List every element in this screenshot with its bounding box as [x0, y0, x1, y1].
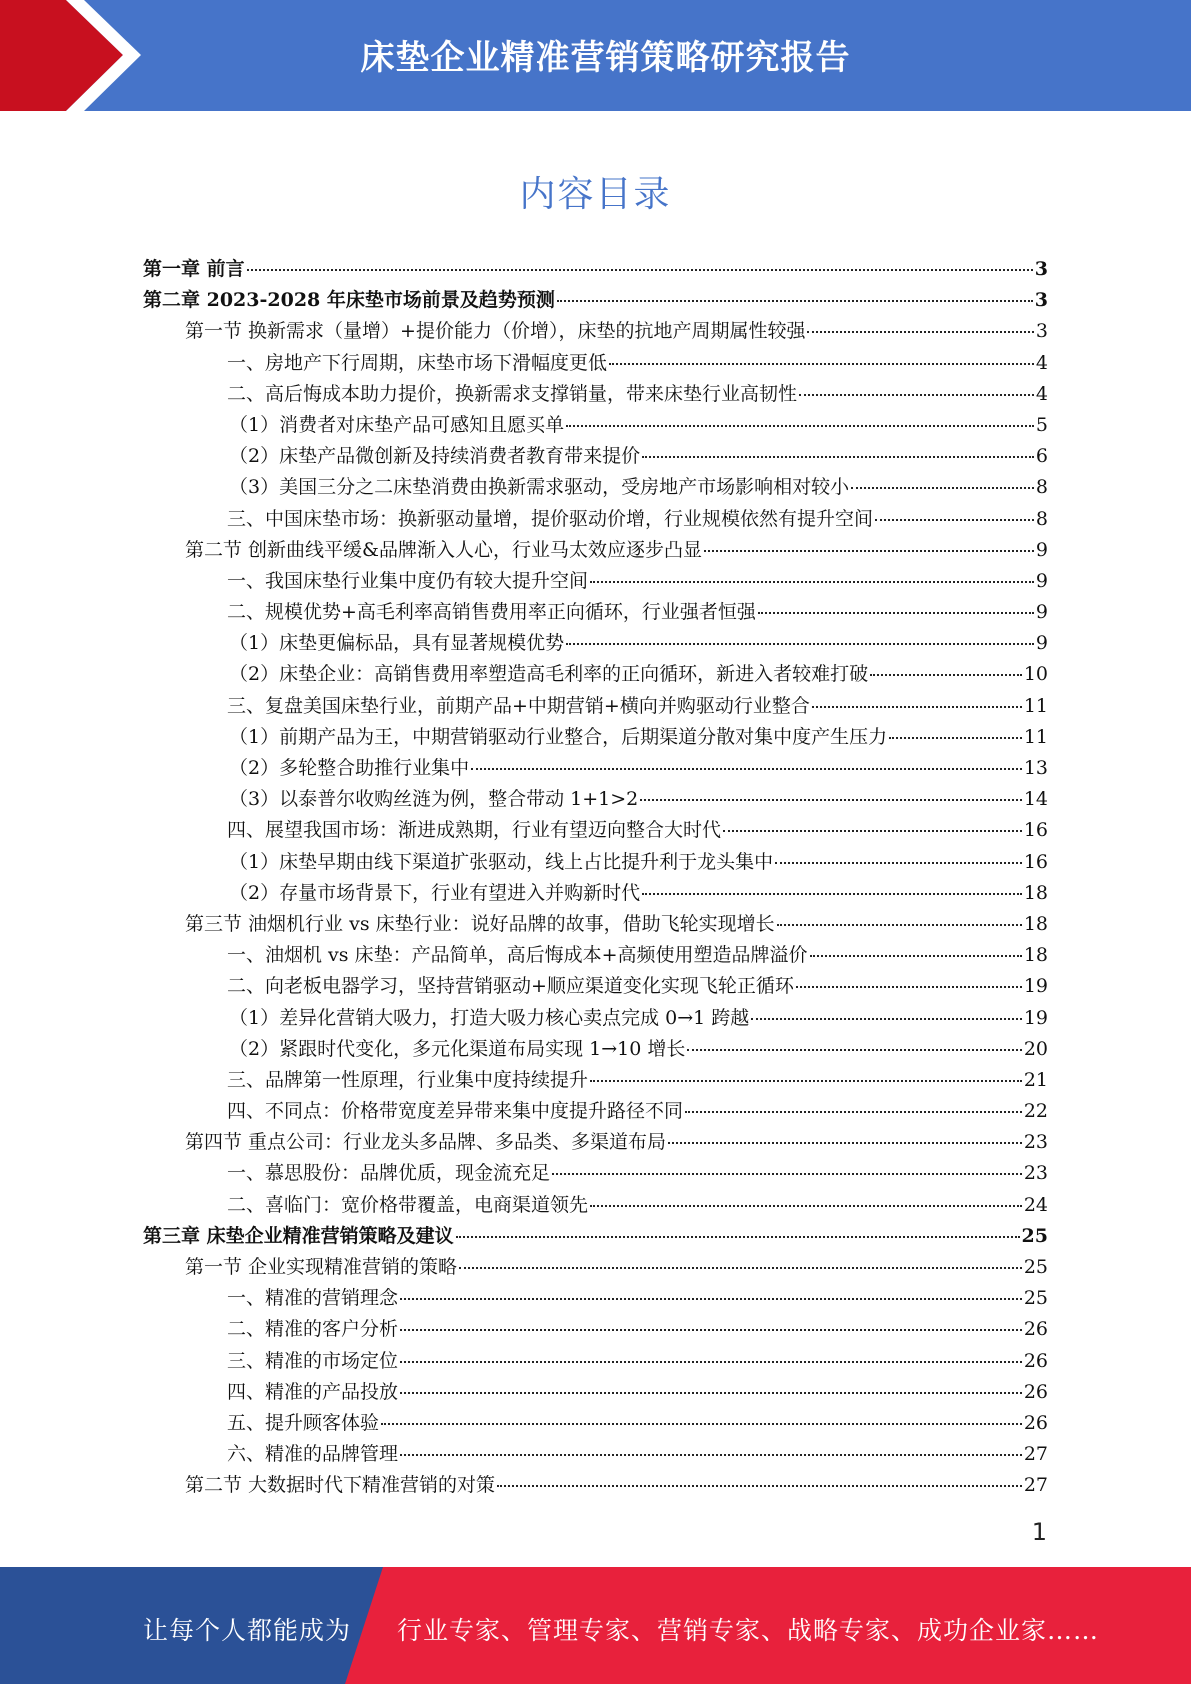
toc-entry-title: 一、房地产下行周期，床垫市场下滑幅度更低	[227, 351, 608, 374]
toc-entry[interactable]	[143, 504, 1048, 535]
toc-entry-page: 25	[1021, 1224, 1048, 1247]
toc-entry-title: （2）床垫产品微创新及持续消费者教育带来提价	[229, 445, 641, 468]
toc-entry[interactable]	[143, 909, 1048, 940]
toc-entry-title: 第一章 前言	[143, 258, 245, 280]
toc-entry[interactable]	[143, 254, 1048, 285]
toc-entry-title: 三、品牌第一性原理，行业集中度持续提升	[227, 1068, 589, 1091]
toc-dot-leader	[400, 1390, 1022, 1394]
toc-entry[interactable]	[143, 1003, 1048, 1034]
toc-dot-leader	[796, 984, 1022, 988]
toc-entry-title: 二、规模优势+高毛利率高销售费用率正向循环，行业强者恒强	[227, 601, 756, 624]
toc-entry-title: 二、向老板电器学习，坚持营销驱动+顺应渠道变化实现飞轮正循环	[227, 975, 794, 998]
toc-entry-title: 第二节 大数据时代下精准营销的对策	[185, 1474, 496, 1497]
toc-entry-page: 16	[1023, 850, 1048, 873]
toc-entry[interactable]	[143, 285, 1048, 316]
toc-entry[interactable]	[143, 472, 1048, 503]
toc-entry[interactable]	[143, 410, 1048, 441]
toc-dot-leader	[758, 610, 1034, 614]
toc-entry-title: 第二节 创新曲线平缓&品牌渐入人心，行业马太效应逐步凸显	[185, 538, 702, 561]
toc-entry-page: 8	[1035, 507, 1048, 530]
toc-entry[interactable]	[143, 815, 1048, 846]
toc-dot-leader	[609, 361, 1034, 365]
toc-entry-title: （1）床垫早期由线下渠道扩张驱动，线上占比提升利于龙头集中	[229, 850, 774, 873]
toc-entry-title: 第四节 重点公司：行业龙头多品牌、多品类、多渠道布局	[185, 1131, 667, 1154]
toc-entry-page: 25	[1023, 1256, 1048, 1278]
toc-entry-page: 18	[1023, 944, 1048, 967]
toc-entry-page: 3	[1034, 289, 1048, 312]
toc-entry-title: 第二章 2023-2028 年床垫市场前景及趋势预测	[143, 289, 555, 312]
toc-entry-page: 18	[1023, 881, 1048, 904]
toc-dot-leader	[889, 735, 1022, 739]
toc-entry[interactable]	[143, 784, 1048, 815]
footer-slogan-left: 让每个人都能成为	[143, 1616, 352, 1645]
toc-entry-page: 19	[1023, 975, 1048, 998]
toc-dot-leader	[685, 1109, 1022, 1113]
toc-entry-page: 24	[1023, 1193, 1048, 1216]
toc-entry[interactable]	[143, 535, 1048, 566]
toc-entry[interactable]	[143, 691, 1048, 722]
toc-entry-page: 4	[1035, 351, 1048, 374]
toc-entry-page: 9	[1035, 601, 1048, 624]
toc-entry[interactable]	[143, 1283, 1048, 1314]
toc-entry[interactable]	[143, 940, 1048, 971]
toc-dot-leader	[642, 891, 1022, 895]
toc-entry-title: 二、喜临门：宽价格带覆盖，电商渠道领先	[227, 1193, 589, 1216]
toc-entry-title: 五、提升顾客体验	[227, 1411, 380, 1434]
toc-entry[interactable]	[143, 1034, 1048, 1065]
toc-entry-page: 4	[1035, 382, 1048, 405]
footer-slogan-right: 行业专家、管理专家、营销专家、战略专家、成功企业家……	[397, 1616, 1100, 1645]
toc-entry-page: 11	[1023, 694, 1048, 717]
toc-entry-page: 27	[1023, 1474, 1048, 1497]
toc-dot-leader	[552, 1171, 1022, 1175]
toc-entry-page: 26	[1023, 1349, 1048, 1372]
toc-entry-page: 11	[1023, 725, 1048, 748]
toc-entry-page: 5	[1035, 413, 1048, 436]
toc-dot-leader	[471, 766, 1022, 770]
toc-dot-leader	[381, 1421, 1022, 1425]
page-header	[0, 0, 1191, 111]
toc-entry-page: 25	[1023, 1287, 1048, 1310]
toc-entry[interactable]	[143, 1377, 1048, 1408]
toc-dot-leader	[775, 860, 1022, 864]
toc-entry-page: 23	[1023, 1131, 1048, 1154]
toc-entry-title: 第一节 换新需求（量增）+提价能力（价增），床垫的抗地产周期属性较强	[185, 320, 806, 343]
toc-entry-title: （2）存量市场背景下，行业有望进入并购新时代	[229, 881, 641, 904]
toc-entry-title: 四、展望我国市场：渐进成熟期，行业有望迈向整合大时代	[227, 819, 722, 842]
toc-dot-leader	[777, 922, 1022, 926]
toc-entry-title: 一、慕思股份：品牌优质，现金流充足	[227, 1162, 551, 1185]
toc-entry-page: 6	[1035, 445, 1048, 468]
toc-dot-leader	[590, 1078, 1022, 1082]
toc-entry-title: （2）紧跟时代变化，多元化渠道布局实现 1→10 增长	[229, 1037, 686, 1060]
toc-dot-leader	[400, 1359, 1022, 1363]
toc-entry[interactable]	[143, 971, 1048, 1002]
toc-entry-title: （2）床垫企业：高销售费用率塑造高毛利率的正向循环，新进入者较难打破	[229, 663, 869, 686]
toc-entry-title: 四、不同点：价格带宽度差异带来集中度提升路径不同	[227, 1100, 684, 1123]
toc-entry-page: 14	[1023, 788, 1048, 811]
toc-entry[interactable]	[143, 597, 1048, 628]
toc-entry-title: （1）床垫更偏标品，具有显著规模优势	[229, 632, 565, 655]
toc-entry-page: 9	[1035, 569, 1048, 592]
toc-entry-page: 21	[1023, 1068, 1048, 1091]
toc-entry-page: 26	[1023, 1380, 1048, 1403]
toc-entry-title: （3）美国三分之二床垫消费由换新需求驱动，受房地产市场影响相对较小	[229, 476, 850, 499]
toc-entry-page: 20	[1023, 1037, 1048, 1060]
toc-entry[interactable]	[143, 1314, 1048, 1345]
toc-entry-title: （3）以泰普尔收购丝涟为例，整合带动 1+1>2	[229, 788, 639, 811]
toc-entry-page: 19	[1023, 1006, 1048, 1029]
toc-entry-page: 26	[1023, 1318, 1048, 1341]
toc-entry[interactable]	[143, 1158, 1048, 1189]
toc-entry[interactable]	[143, 316, 1048, 347]
toc-entry[interactable]	[143, 1439, 1048, 1470]
toc-dot-leader	[400, 1452, 1022, 1456]
toc-dot-leader	[590, 1203, 1022, 1207]
toc-dot-leader	[400, 1296, 1022, 1300]
toc-entry[interactable]	[143, 441, 1048, 472]
toc-entry-title: （1）消费者对床垫产品可感知且愿买单	[229, 413, 565, 436]
toc-dot-leader	[459, 1265, 1022, 1269]
toc-entry[interactable]	[143, 878, 1048, 909]
toc-entry[interactable]	[143, 753, 1048, 784]
toc-entry[interactable]	[143, 1190, 1048, 1221]
toc-entry-page: 26	[1023, 1411, 1048, 1434]
toc-dot-leader	[642, 454, 1034, 458]
toc-entry-title: 三、复盘美国床垫行业，前期产品+中期营销+横向并购驱动行业整合	[227, 694, 810, 717]
toc-entry[interactable]	[143, 722, 1048, 753]
toc-entry-title: 三、中国床垫市场：换新驱动量增，提价驱动价增，行业规模依然有提升空间	[227, 507, 874, 530]
toc-entry[interactable]	[143, 659, 1048, 690]
toc-entry[interactable]	[143, 1096, 1048, 1127]
toc-entry[interactable]	[143, 1346, 1048, 1377]
toc-dot-leader	[400, 1327, 1022, 1331]
toc-entry-page: 9	[1035, 538, 1048, 561]
report-title: 床垫企业精准营销策略研究报告	[360, 38, 851, 78]
toc-entry-page: 18	[1023, 912, 1048, 935]
toc-dot-leader	[247, 267, 1033, 271]
toc-entry[interactable]	[143, 628, 1048, 659]
toc-entry-title: 第一节 企业实现精准营销的策略	[185, 1256, 458, 1278]
toc-dot-leader	[870, 672, 1022, 676]
toc-entry-title: 第三章 床垫企业精准营销策略及建议	[143, 1224, 454, 1247]
toc-entry-title: 四、精准的产品投放	[227, 1380, 399, 1403]
toc-dot-leader	[799, 392, 1034, 396]
toc-entry-page: 23	[1023, 1162, 1048, 1185]
toc-dot-leader	[456, 1234, 1020, 1238]
toc-entry-title: （1）差异化营销大吸力，打造大吸力核心卖点完成 0→1 跨越	[229, 1006, 750, 1029]
toc-entry[interactable]	[143, 1127, 1048, 1158]
toc-entry[interactable]	[143, 1470, 1048, 1501]
toc-entry-title: 第三节 油烟机行业 vs 床垫行业：说好品牌的故事，借助飞轮实现增长	[185, 912, 775, 935]
toc-entry[interactable]	[143, 348, 1048, 379]
toc-dot-leader	[687, 1047, 1021, 1051]
toc-dot-leader	[668, 1140, 1022, 1144]
page-number: 1	[1031, 1518, 1047, 1546]
toc-dot-leader	[497, 1483, 1022, 1487]
toc-entry-page: 8	[1035, 476, 1048, 499]
table-of-contents	[143, 254, 1048, 1502]
toc-entry[interactable]	[143, 566, 1048, 597]
toc-entry-page: 22	[1023, 1100, 1048, 1123]
toc-entry-page: 16	[1023, 819, 1048, 842]
toc-entry-page: 13	[1023, 757, 1048, 779]
toc-dot-leader	[751, 1016, 1022, 1020]
toc-entry-title: 三、精准的市场定位	[227, 1349, 399, 1372]
toc-entry[interactable]	[143, 847, 1048, 878]
toc-dot-leader	[566, 423, 1034, 427]
toc-entry-title: 二、精准的客户分析	[227, 1318, 399, 1341]
toc-entry-title: 一、我国床垫行业集中度仍有较大提升空间	[227, 569, 589, 592]
toc-dot-leader	[851, 485, 1034, 489]
toc-dot-leader	[723, 828, 1022, 832]
toc-entry-page: 27	[1023, 1443, 1048, 1466]
toc-entry[interactable]	[143, 1221, 1048, 1252]
toc-entry-page: 3	[1035, 320, 1048, 343]
toc-dot-leader	[810, 953, 1022, 957]
toc-entry[interactable]	[143, 379, 1048, 410]
toc-dot-leader	[566, 641, 1034, 645]
toc-dot-leader	[704, 548, 1034, 552]
toc-dot-leader	[875, 517, 1034, 521]
toc-dot-leader	[807, 329, 1033, 333]
toc-entry[interactable]	[143, 1408, 1048, 1439]
toc-entry-page: 3	[1034, 258, 1048, 280]
toc-dot-leader	[590, 579, 1034, 583]
toc-dot-leader	[812, 704, 1022, 708]
toc-dot-leader	[640, 797, 1022, 801]
toc-entry-title: 二、高后悔成本助力提价，换新需求支撑销量，带来床垫行业高韧性	[227, 382, 798, 405]
toc-entry-title: （1）前期产品为王，中期营销驱动行业整合，后期渠道分散对集中度产生压力	[229, 725, 888, 748]
toc-entry[interactable]	[143, 1252, 1048, 1283]
toc-heading: 内容目录	[519, 174, 672, 215]
toc-entry[interactable]	[143, 1065, 1048, 1096]
toc-entry-title: 一、油烟机 vs 床垫：产品简单，高后悔成本+高频使用塑造品牌溢价	[227, 944, 808, 967]
toc-entry-title: （2）多轮整合助推行业集中	[229, 757, 470, 779]
toc-dot-leader	[557, 298, 1033, 302]
toc-entry-page: 9	[1035, 632, 1048, 655]
toc-entry-title: 六、精准的品牌管理	[227, 1443, 399, 1466]
toc-entry-title: 一、精准的营销理念	[227, 1287, 399, 1310]
page-footer	[0, 1567, 1191, 1684]
toc-entry-page: 10	[1023, 663, 1048, 686]
